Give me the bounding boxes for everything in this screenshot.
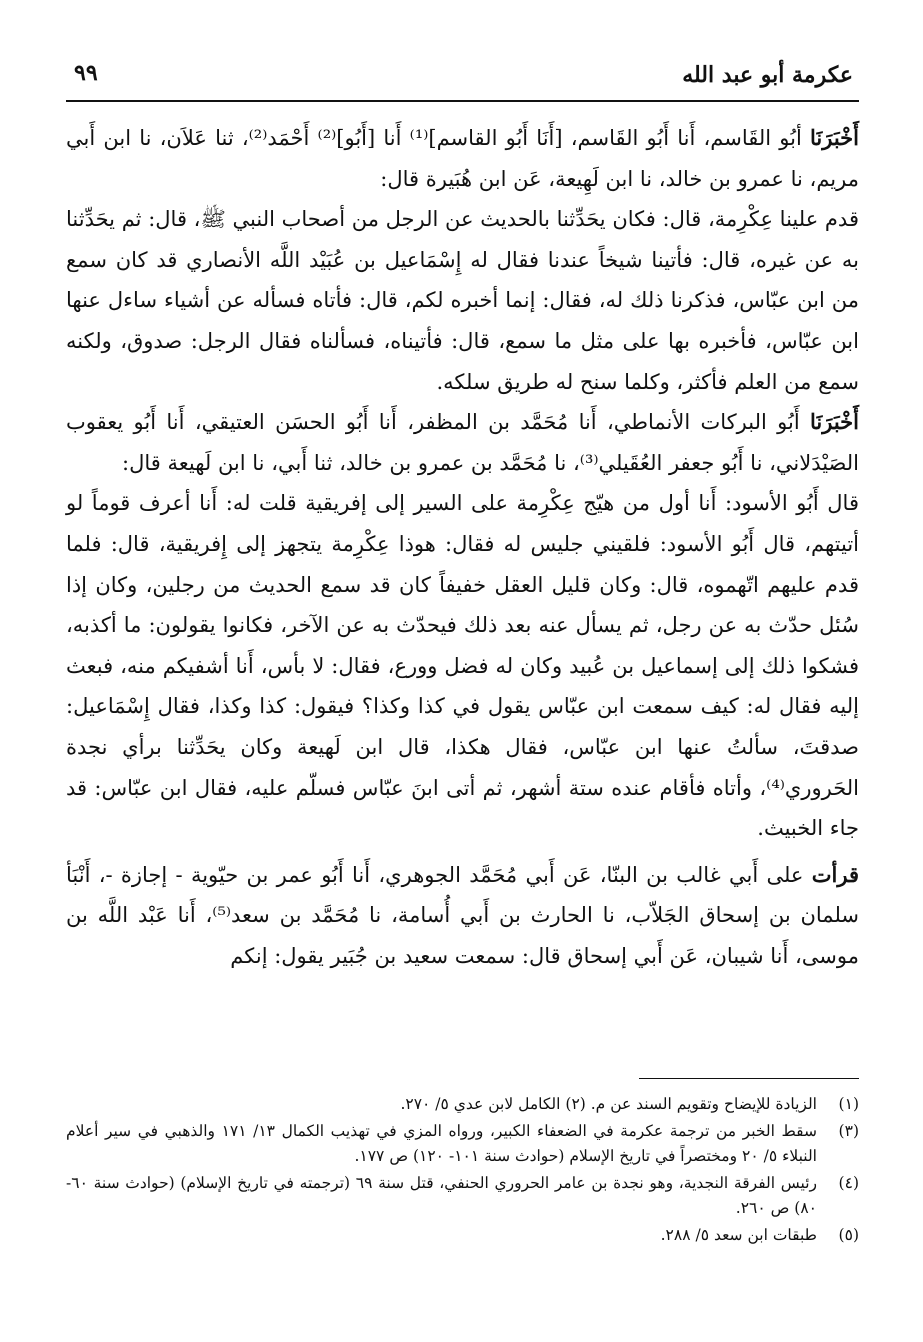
- paragraph-text: أَبُو البركات الأنماطي، أَنا مُحَمَّد بن المظفر، أَنا أَبُو الحسَن العتيقي، أَنا أَبُو يعقوب الصَيْدَلاني، نا أَبُو جعفر العُقَيلي⁽³⁾، نا مُحَمَّد بن عمرو بن خالد، ثنا أَبي، نا ابن لَهيعة قال:: [66, 410, 859, 475]
- paragraph-lead: أَخْبَرَنَا: [810, 125, 859, 150]
- main-text: [66, 118, 859, 976]
- paragraph-lead: أَخْبَرَنَا: [810, 409, 859, 435]
- footnote-divider: [639, 1078, 859, 1079]
- footnote-text: طبقات ابن سعد ٥/ ٢٨٨.: [660, 1226, 817, 1244]
- paragraph: [66, 402, 859, 483]
- footnote: [66, 1092, 859, 1117]
- footnote-text: الزيادة للإيضاح وتقويم السند عن م. (٢) الكامل لابن عدي ٥/ ٢٧٠.: [400, 1095, 817, 1113]
- paragraph-text: قال أَبُو الأسود: أَنا أول من هيّج عِكْرِمة على السير إلى إفريقية قلت له: أَنا أعرف قوماً لو أتيتهم، قال أَبُو الأسود: فلقيني جليس له فقال: هوذا عِكْرِمة يتجهز إلى إِفريقية، قال: فلما قدم عليهم اتّهموه، قال: وكان قليل العقل خفيفاً كان قد سمع الحديث من رجلين، وكان إذا سُئل حدّث به عن رجل، ثم يسأل عنه بعد ذلك فيحدّث به عن الآخر، فكانوا يقولون: ما أكذبه، فشكوا ذلك إلى إسماعيل بن عُبيد وكان له فضل وورع، فقال: لا بأس، أَنا أشفيكم منه، فبعث إليه فقال له: كيف سمعت ابن عبّاس يقول في كذا وكذا؟ فيقول: كذا وكذا، فقال إِسْمَاعيل: صدقتَ، سألتُ عنها ابن عبّاس، فقال هكذا، قال ابن لَهيعة وكان يحَدِّثنا برأي نجدة الحَروري⁽⁴⁾، وأتاه فأقام عنده ستة أشهر، ثم أتى ابنَ عبّاس فسلّم عليه، فقال ابن عبّاس: قد جاء الخبيث.: [66, 491, 859, 841]
- footnote: [66, 1119, 859, 1169]
- footnote-number: (١): [838, 1095, 859, 1113]
- running-header-title: عكرمة أبو عبد الله: [682, 62, 853, 88]
- footnote: [66, 1223, 859, 1248]
- footnote-number: (٤): [838, 1174, 859, 1192]
- paragraph-text: أبُو القَاسم، أَنا أَبُو القَاسم، [أَنَا أَبُو القاسم]⁽¹⁾ أَنا [أَبُو]⁽²⁾ أَحْمَد⁽²⁾، ثنا عَلاَن، نا ابن أَبي مريم، نا عمرو بن خالد، نا ابن لَهِيعة، عَن ابن هُبَيرة قال:: [66, 126, 859, 191]
- paragraph-text: على أَبي غالب بن البنّا، عَن أَبي مُحَمَّد الجوهري، أَنا أَبُو عمر بن حيّوية - إجازة -، أَنْبَأ سلمان بن إسحاق الجَلاّب، نا الحارث بن أَبي أُسامة، نا مُحَمَّد بن سعد⁽⁵⁾، أَنا عَبْد اللَّه بن موسى، أَنا شيبان، عَن أَبي إسحاق قال: سمعت سعيد بن جُبَير يقول: إنكم: [66, 862, 859, 968]
- paragraph-lead: قرأت: [811, 861, 859, 887]
- page-number: ٩٩: [74, 60, 98, 86]
- paragraph: [66, 855, 859, 977]
- paragraph: [66, 483, 859, 848]
- header-divider: [66, 100, 859, 102]
- paragraph-text: قدم علينا عِكْرِمة، قال: فكان يحَدِّثنا بالحديث عن الرجل من أصحاب النبي ﷺ، قال: ثم يحَدِّثنا به عن غيره، قال: فأتينا شيخاً عندنا فقال له إِسْمَاعيل بن عُبَيْد اللَّه الأنصاري قد كان سمع من ابن عبّاس، فذكرنا ذلك له، فقال: إنما أخبره لكم، قال: فأتاه فسأله عن أشياء ساءل عنها ابن عبّاس، فأخبره بها على مثل ما سمع، قال: فأتيناه، فسألناه فقال الرجل: صدوق، ولكنه سمع من العلم فأكثر، وكلما سنح له طريق سلكه.: [66, 207, 859, 394]
- footnote-number: (٣): [838, 1122, 859, 1140]
- footnote-number: (٥): [838, 1226, 859, 1244]
- footnote-text: سقط الخبر من ترجمة عكرمة في الضعفاء الكبير، ورواه المزي في تهذيب الكمال ١٣/ ١٧١ والذهبي في سير أعلام النبلاء ٥/ ٢٠ ومختصراً في تاريخ الإسلام (حوادث سنة ١٠١- ١٢٠) ص ١٧٧.: [66, 1122, 817, 1165]
- paragraph: [66, 118, 859, 199]
- footnote-text: رئيس الفرقة النجدية، وهو نجدة بن عامر الحروري الحنفي، قتل سنة ٦٩ (ترجمته في تاريخ الإسلام) (حوادث سنة ٦٠- ٨٠) ص ٢٦٠.: [66, 1174, 817, 1217]
- footnote: [66, 1171, 859, 1221]
- footnotes: [66, 1092, 859, 1250]
- paragraph: [66, 199, 859, 402]
